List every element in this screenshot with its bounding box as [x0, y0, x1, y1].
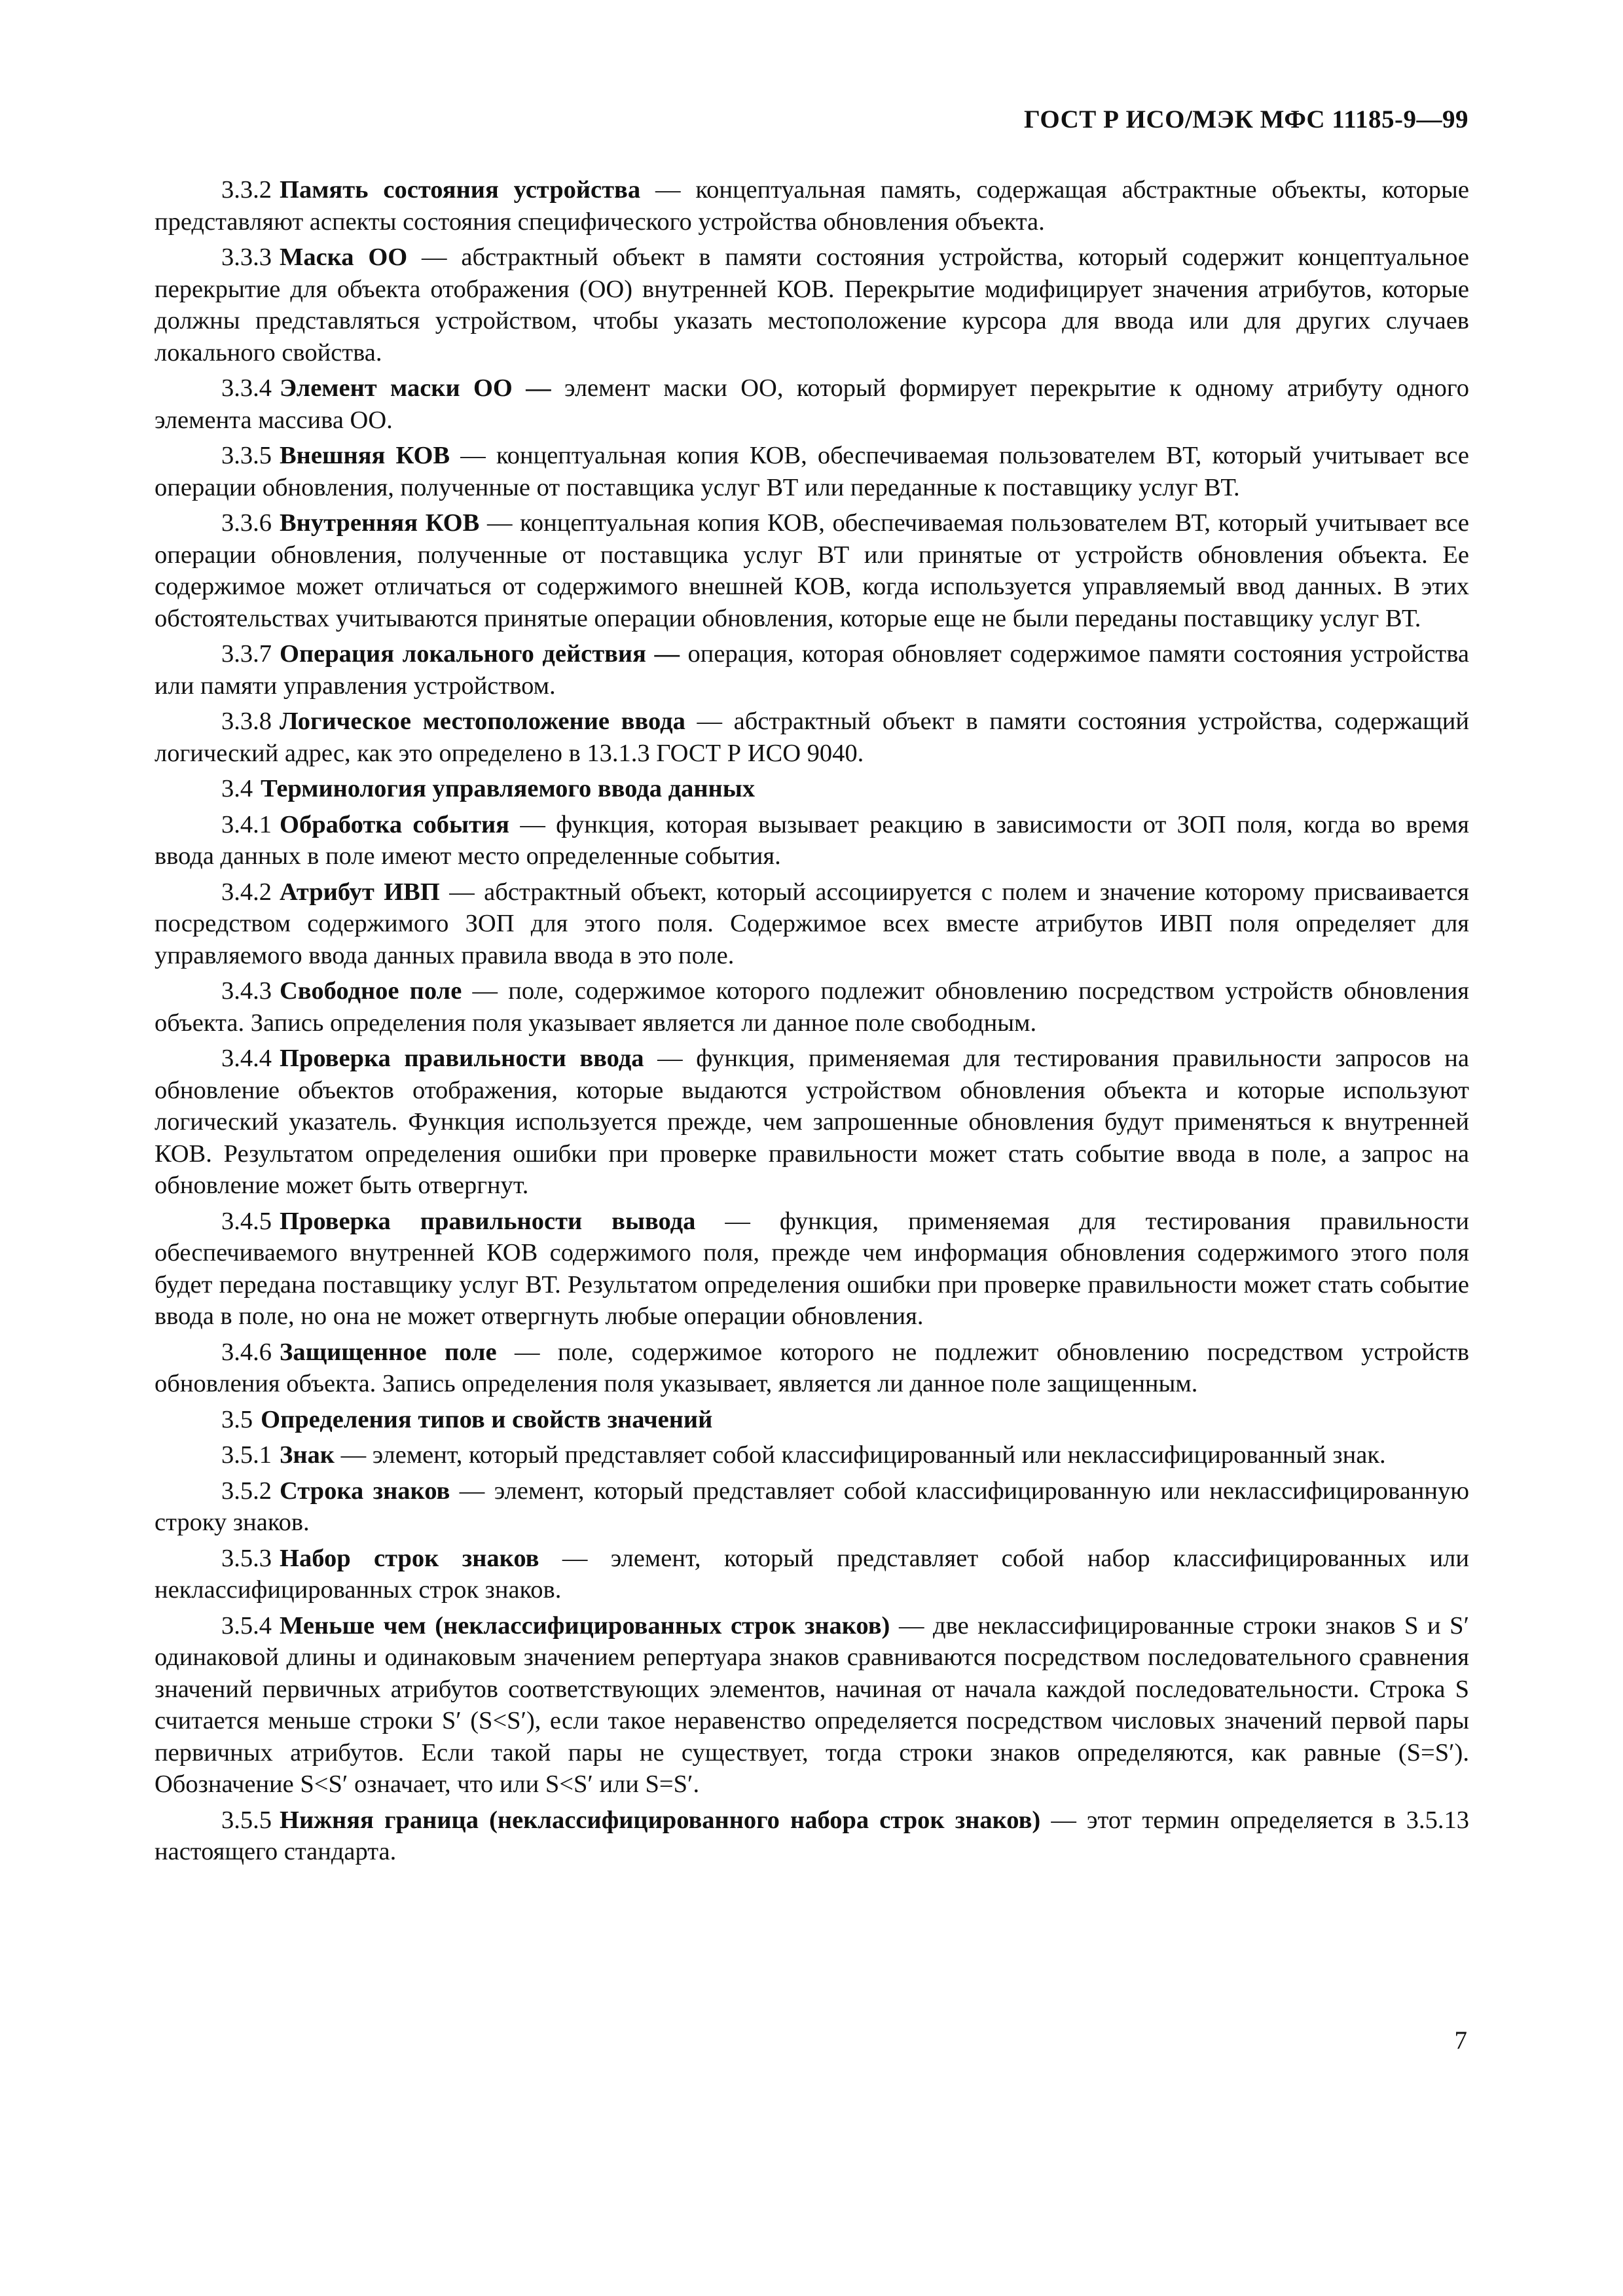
- definition: элемент маски ОО, который формирует перекрытие к одному атрибуту одного элемента массива ОО.: [155, 374, 1469, 434]
- term: Терминология управляемого ввода данных: [261, 775, 756, 802]
- paragraph: [155, 1206, 1469, 1333]
- term: Проверка правильности вывода: [280, 1207, 696, 1235]
- clause-number: 3.5.4: [221, 1611, 272, 1640]
- paragraph: [155, 1439, 1469, 1471]
- term: Строка знаков: [280, 1477, 450, 1505]
- definition: — абстрактный объект в памяти состояния устройства, который содержит концептуальное перекрытие для объекта отображения (ОО) внутренней КОВ. Перекрытие модифицирует значения атрибутов, которые должны представляться устройством, чтобы указать местоположение курсора для ввода или для других случаев локального свойства.: [155, 243, 1470, 367]
- paragraph: [155, 809, 1469, 872]
- definition: операция, которая обновляет содержимое памяти состояния устройства или памяти управления устройством.: [155, 640, 1469, 700]
- clause-number: 3.4.6: [221, 1338, 272, 1366]
- clause-number: 3.4.1: [221, 810, 272, 838]
- clause-number: 3.3.3: [221, 243, 272, 271]
- paragraph: [155, 1043, 1469, 1202]
- term: Защищенное поле: [280, 1338, 497, 1366]
- definition: — поле, содержимое которого подлежит обновлению посредством устройств обновления объекта. Запись определения поля указывает является ли данное поле свободным.: [155, 977, 1469, 1037]
- definition: — функция, применяемая для тестирования правильности запросов на обновление объектов отображения, которые выдаются устройством обновления объекта и которые используют логический указатель. Функция используется прежде, чем запрошенные обновления будут применяться к внутренней КОВ. Результатом определения ошибки при проверке правильности может стать событие ввода в поле, а запрос на обновление может быть отвергнут.: [155, 1045, 1469, 1199]
- paragraph: [155, 372, 1469, 436]
- clause-number: 3.4.5: [221, 1207, 272, 1235]
- paragraph: [155, 1543, 1469, 1606]
- clause-number: 3.5.1: [221, 1441, 272, 1469]
- definition: — концептуальная память, содержащая абстрактные объекты, которые представляют аспекты состояния специфического устройства обновления объекта.: [155, 176, 1469, 236]
- clause-number: 3.3.7: [221, 640, 272, 668]
- paragraph: [155, 975, 1469, 1039]
- term: Проверка правильности ввода: [280, 1045, 644, 1072]
- definition: — элемент, который представляет собой набор классифицированных или неклассифицированных строк знаков.: [155, 1544, 1469, 1604]
- term: Внешняя КОВ: [280, 442, 450, 469]
- definition: — абстрактный объект в памяти состояния устройства, содержащий логический адрес, как это определено в 13.1.3 ГОСТ Р ИСО 9040.: [155, 708, 1469, 767]
- term: Обработка события: [280, 810, 510, 838]
- clause-number: 3.5.3: [221, 1544, 272, 1572]
- clause-number: 3.5: [221, 1405, 253, 1433]
- term: Элемент маски ОО —: [280, 374, 551, 402]
- term: Набор строк знаков: [280, 1544, 539, 1572]
- term: Операция локального действия —: [280, 640, 680, 668]
- clause-number: 3.5.5: [221, 1806, 272, 1834]
- term: Знак: [280, 1441, 335, 1469]
- definition: — поле, содержимое которого не подлежит обновлению посредством устройств обновления объекта. Запись определения поля указывает, является ли данное поле защищенным.: [155, 1338, 1469, 1397]
- term: Память состояния устройства: [280, 176, 641, 204]
- section-heading: [155, 1404, 1469, 1436]
- paragraph: [155, 440, 1469, 503]
- paragraph: [155, 638, 1469, 702]
- paragraph: [155, 1336, 1469, 1400]
- document-body: [155, 174, 1469, 1872]
- term: Определения типов и свойств значений: [261, 1405, 713, 1433]
- clause-number: 3.3.5: [221, 442, 272, 469]
- clause-number: 3.3.6: [221, 509, 272, 537]
- definition: — функция, применяемая для тестирования правильности обеспечиваемого внутренней КОВ содержимого поля, прежде чем информация обновления содержимого этого поля будет передана поставщику услуг ВТ. Результатом определения ошибки при проверке правильности может стать событие ввода в поле, но она не может отвергнуть любые операции обновления.: [155, 1207, 1469, 1330]
- clause-number: 3.3.4: [221, 374, 272, 402]
- term: Маска ОО: [280, 243, 408, 271]
- paragraph: [155, 1610, 1469, 1801]
- paragraph: [155, 242, 1469, 368]
- page-number: 7: [1454, 2026, 1467, 2054]
- definition: — функция, которая вызывает реакцию в зависимости от ЗОП поля, когда во время ввода данных в поле имеют место определенные события.: [155, 810, 1469, 870]
- definition: — элемент, который представляет собой классифицированный или неклассифицированный знак.: [334, 1441, 1386, 1469]
- paragraph: [155, 706, 1469, 769]
- definition: — абстрактный объект, который ассоциируется с полем и значение которому присваивается посредством содержимого ЗОП для этого поля. Содержимое всех вместе атрибутов ИВП поля определяет для управляемого ввода данных правила ввода в это поле.: [155, 878, 1469, 969]
- term: Свободное поле: [280, 977, 462, 1005]
- clause-number: 3.3.8: [221, 708, 272, 735]
- paragraph: [155, 1475, 1469, 1539]
- clause-number: 3.4.2: [221, 878, 272, 906]
- term: Нижняя граница (неклассифицированного набора строк знаков): [280, 1806, 1041, 1834]
- definition: — этот термин определяется в 3.5.13 настоящего стандарта.: [155, 1806, 1470, 1865]
- paragraph: [155, 507, 1469, 634]
- paragraph: [155, 174, 1469, 238]
- definition: — элемент, который представляет собой классифицированную или неклассифицированную строку знаков.: [155, 1477, 1469, 1536]
- definition: — концептуальная копия КОВ, обеспечиваемая пользователем ВТ, который учитывает все операции обновления, полученные от поставщика услуг ВТ или принятые от устройств обновления объекта. Ее содержимое может отличаться от содержимого внешней КОВ, когда используется управляемый ввод данных. В этих обстоятельствах учитываются принятые операции обновления, которые еще не были переданы поставщику услуг ВТ.: [155, 509, 1469, 632]
- term: Внутренняя КОВ: [280, 509, 480, 537]
- section-heading: [155, 773, 1469, 805]
- clause-number: 3.3.2: [221, 176, 272, 204]
- document-header: ГОСТ Р ИСО/МЭК МФС 11185-9—99: [1023, 105, 1468, 134]
- term: Атрибут ИВП: [280, 878, 440, 906]
- paragraph: [155, 1804, 1469, 1868]
- clause-number: 3.4.4: [221, 1045, 272, 1072]
- definition: — две неклассифицированные строки знаков S и S′ одинаковой длины и одинаковым значением репертуара знаков сравниваются посредством последовательного сравнения значений первичных атрибутов соответствующих элементов, начиная от начала каждой последовательности. Строка S считается меньше строки S′ (S<S′), если такое неравенство определяется посредством числовых значений первой пары первичных атрибутов. Если такой пары не существует, тогда строки знаков определяются, как равные (S=S′). Обозначение S<S′ означает, что или S<S′ или S=S′.: [155, 1611, 1469, 1798]
- term: Меньше чем (неклассифицированных строк знаков): [280, 1611, 890, 1640]
- term: Логическое местоположение ввода: [280, 708, 685, 735]
- clause-number: 3.4: [221, 775, 253, 802]
- paragraph: [155, 876, 1469, 972]
- clause-number: 3.5.2: [221, 1477, 272, 1505]
- definition: — концептуальная копия КОВ, обеспечиваемая пользователем ВТ, который учитывает все операции обновления, полученные от поставщика услуг ВТ или переданные к поставщику услуг ВТ.: [155, 442, 1469, 501]
- clause-number: 3.4.3: [221, 977, 272, 1005]
